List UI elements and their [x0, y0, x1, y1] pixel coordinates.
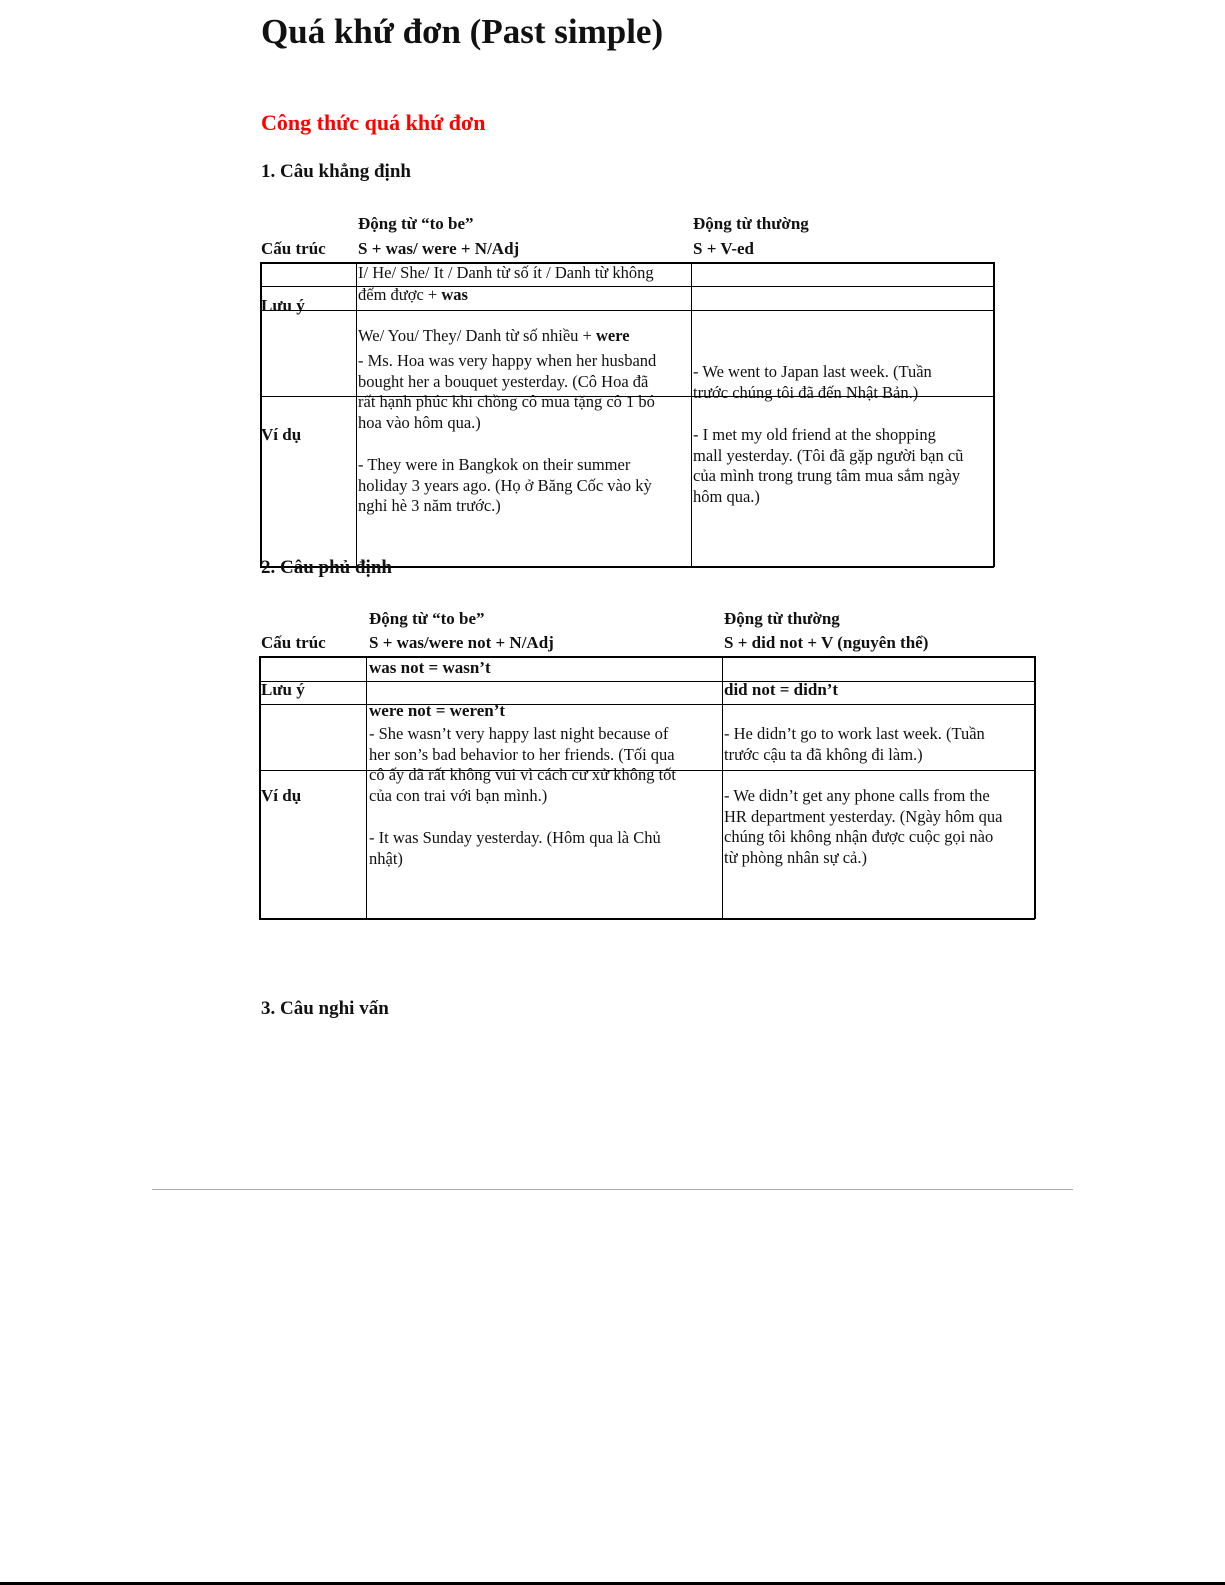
structure-row-label: Cấu trúc	[261, 239, 326, 258]
regular-column-header: Động từ thường	[693, 214, 809, 233]
table-line	[366, 656, 367, 919]
note-didnt: did not = didn’t	[724, 680, 839, 699]
page-title: Quá khứ đơn (Past simple)	[261, 12, 664, 51]
note-row-label: Lưu ý	[261, 296, 305, 315]
example-regular-1: - He didn’t go to work last week. (Tuần trước cậu ta đã không đi làm.)	[724, 724, 985, 764]
table-line	[260, 310, 994, 311]
table-line	[691, 262, 692, 567]
table-line	[356, 262, 357, 567]
structure-row-label: Cấu trúc	[261, 633, 326, 652]
example-tobe-1: - She wasn’t very happy last night because of her son’s bad behavior to her friends. (Tối qua cô ấy đã rất không vui vì cách cư xử không tốt của con trai với bạn mình.)	[369, 724, 677, 805]
note-plural: We/ You/ They/ Danh từ số nhiều + were	[358, 326, 630, 345]
question-heading: 3. Câu nghi vấn	[261, 998, 389, 1019]
regular-formula: S + did not + V (nguyên thể)	[724, 633, 929, 652]
example-tobe-1: - Ms. Hoa was very happy when her husband bought her a bouquet yesterday. (Cô Hoa đã rất hạnh phúc khi chồng cô mua tặng cô 1 bó hoa vào hôm qua.)	[358, 351, 657, 432]
table-line	[259, 681, 1035, 682]
note-row-label: Lưu ý	[261, 680, 305, 699]
tobe-column-header: Động từ “to be”	[369, 609, 485, 628]
table-line	[259, 918, 1035, 920]
section-heading: Công thức quá khứ đơn	[261, 110, 486, 135]
regular-column-header: Động từ thường	[724, 609, 840, 628]
example-tobe-2: - They were in Bangkok on their summer holiday 3 years ago. (Họ ở Băng Cốc vào kỳ nghỉ hè 3 năm trước.)	[358, 455, 652, 515]
affirmative-heading: 1. Câu khẳng định	[261, 161, 411, 182]
note-uncountable: đếm được + was	[358, 285, 468, 304]
negative-heading: 2. Câu phủ định	[261, 557, 392, 578]
table-line	[1034, 656, 1036, 919]
note-singular: I/ He/ She/ It / Danh từ số ít / Danh từ không	[358, 263, 654, 282]
tobe-column-header: Động từ “to be”	[358, 214, 474, 233]
page-divider	[152, 1189, 1073, 1190]
example-regular-2: - We didn’t get any phone calls from the HR department yesterday. (Ngày hôm qua chúng tôi không nhận được cuộc gọi nào từ phòng nhân sự cả.)	[724, 786, 1003, 867]
regular-formula: S + V-ed	[693, 239, 755, 258]
table-line	[993, 262, 995, 567]
tobe-formula: S + was/were not + N/Adj	[369, 633, 554, 652]
example-tobe-2: - It was Sunday yesterday. (Hôm qua là Chủ nhật)	[369, 828, 661, 868]
example-regular-1: - We went to Japan last week. (Tuần trước chúng tôi đã đến Nhật Bản.)	[693, 362, 932, 402]
note-werent: were not = weren’t	[369, 701, 506, 720]
example-row-label: Ví dụ	[261, 786, 302, 805]
example-regular-2: - I met my old friend at the shopping mall yesterday. (Tôi đã gặp người bạn cũ của mình trong trung tâm mua sắm ngày hôm qua.)	[693, 425, 964, 506]
table-line	[722, 656, 723, 919]
example-row-label: Ví dụ	[261, 425, 302, 444]
note-wasnt: was not = wasn’t	[369, 658, 491, 677]
tobe-formula: S + was/ were + N/Adj	[358, 239, 520, 258]
